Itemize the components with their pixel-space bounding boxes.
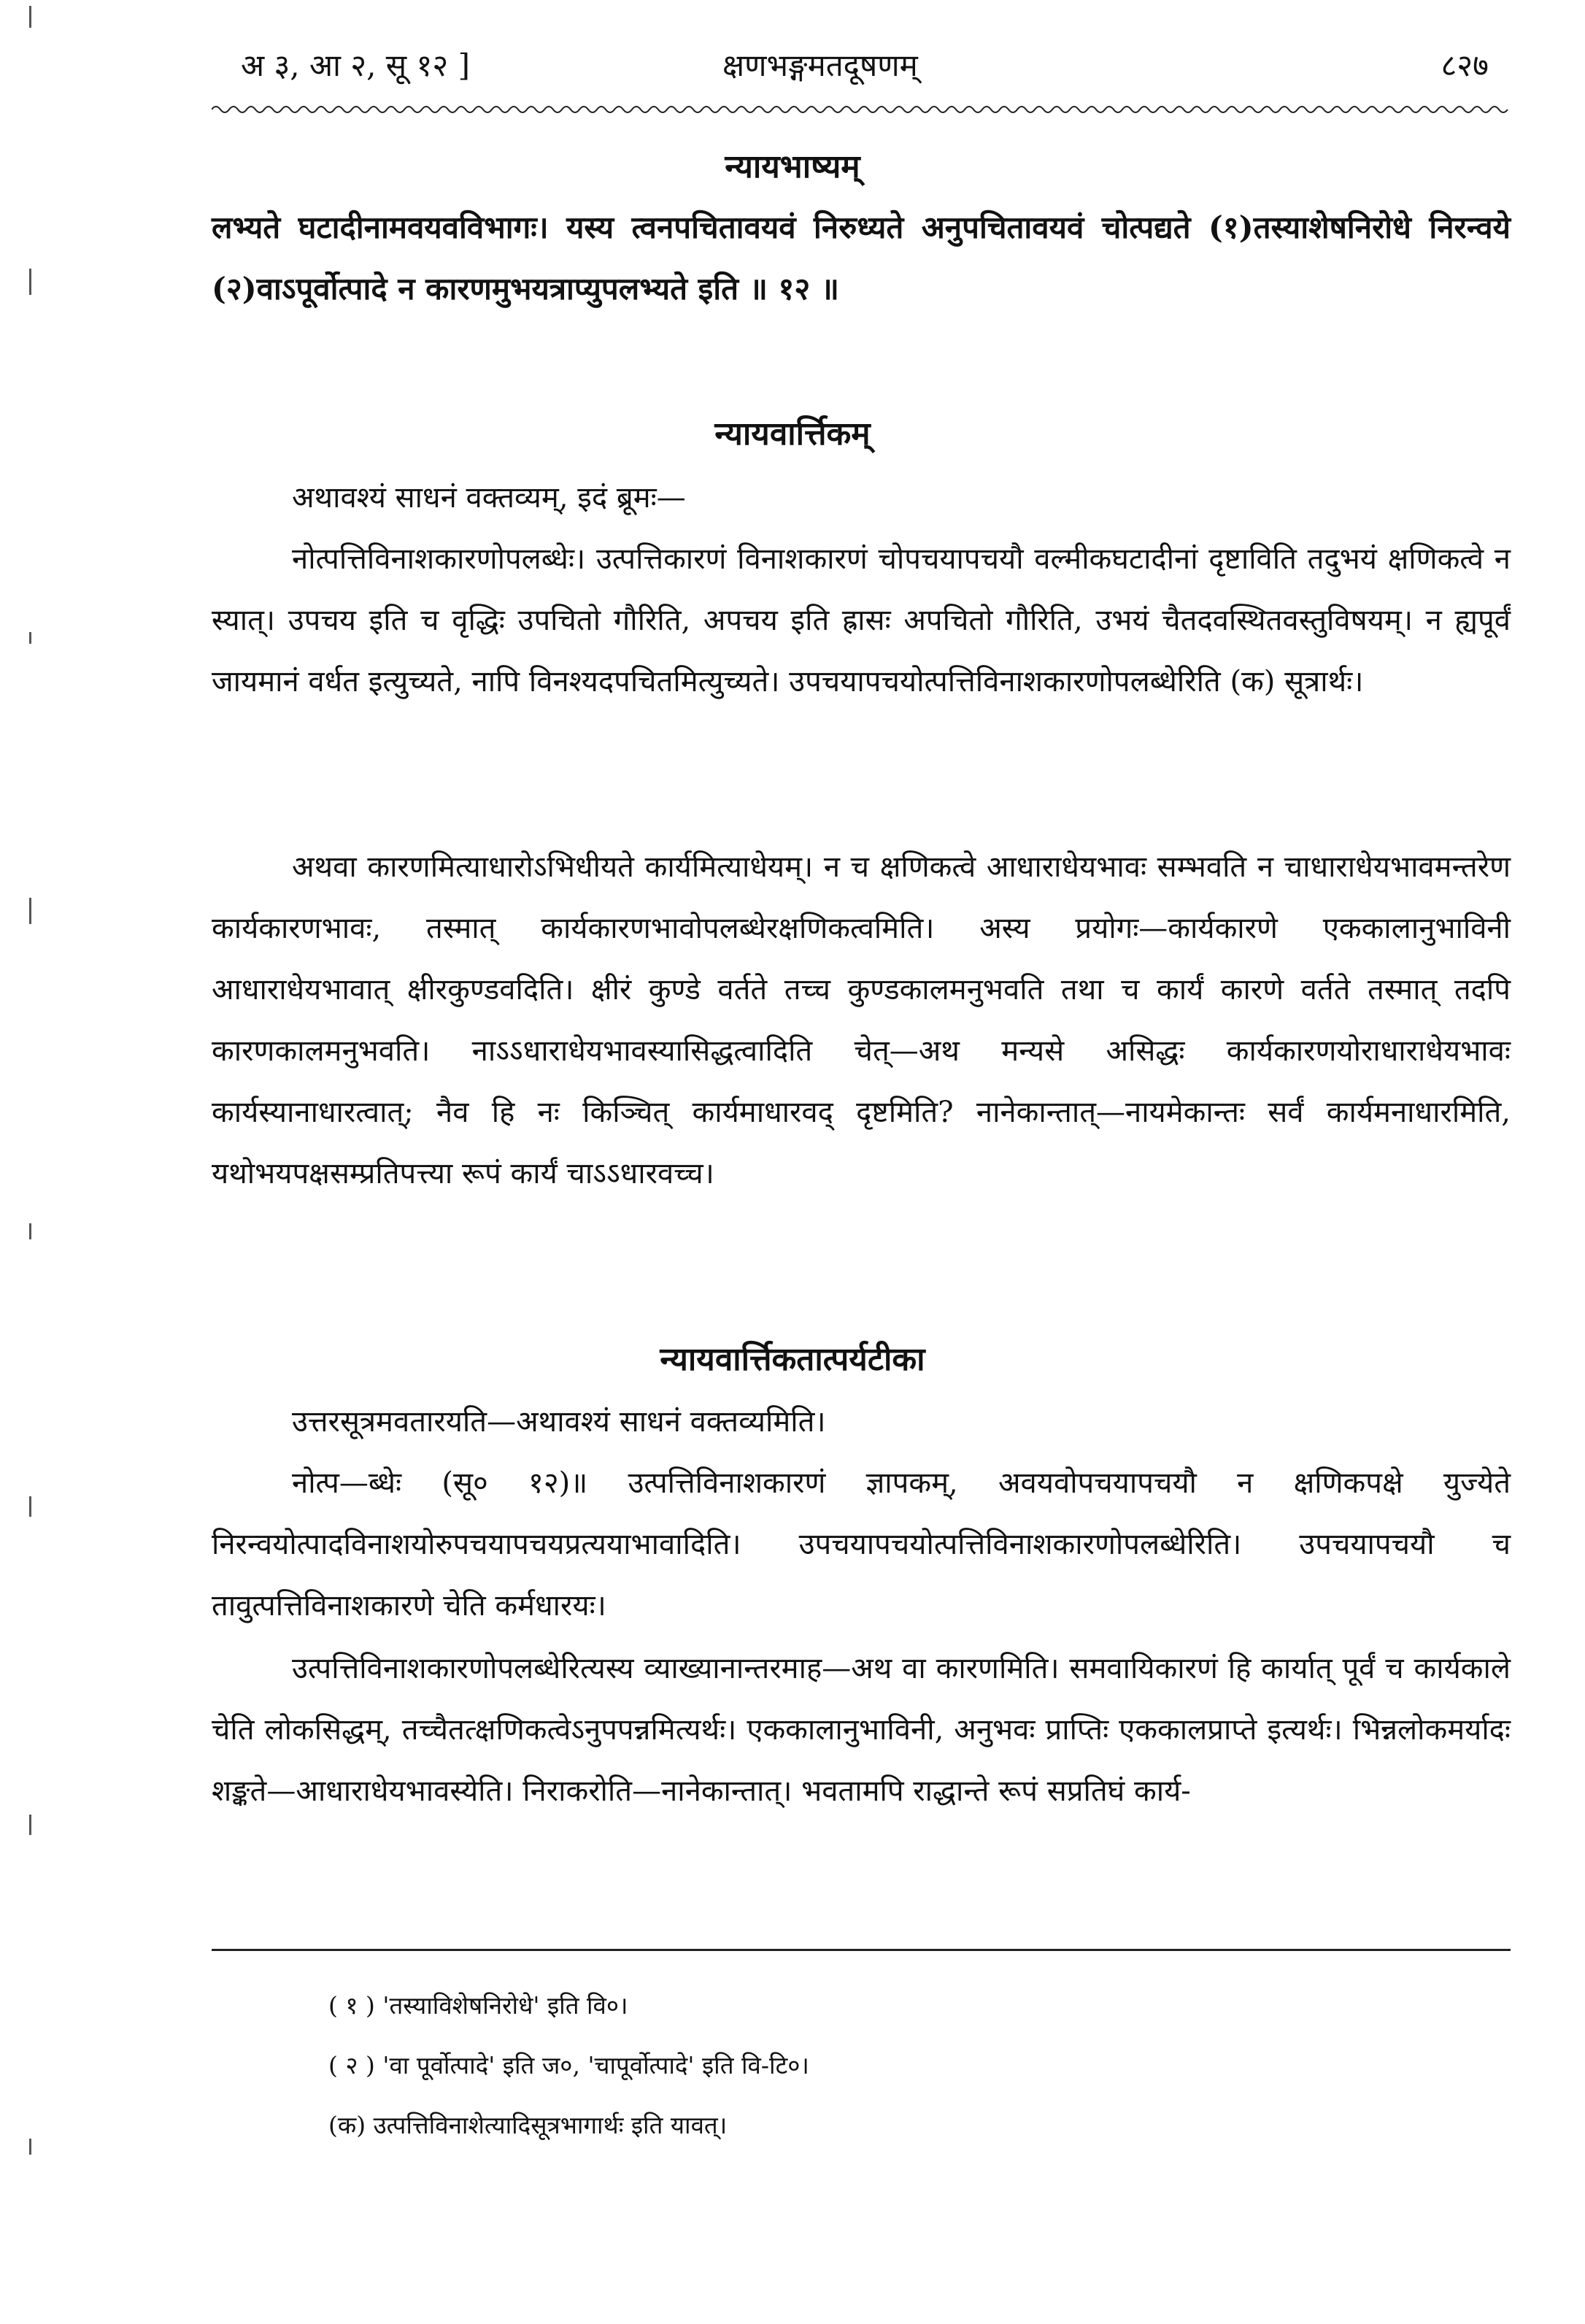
scan-mark: [29, 632, 31, 644]
tika-paragraph-3: उत्पत्तिविनाशकारणोपलब्धेरित्यस्य व्याख्यानान्तरमाह—अथ वा कारणमिति। समवायिकारणं हि कार्यात् पूर्वं च कार्यकाले चेति लोकसिद्धम्, तच्चैतत्क्षणिकत्वेऽनुपपन्नमित्यर्थः। एककालानुभाविनी, अनुभवः प्राप्तिः एककालप्राप्ते इत्यर्थः। भिन्नलोकमर्यादः शङ्कते—आधाराधेयभावस्येति। निराकरोति—नानेकान्तात्। भवतामपि राद्धान्ते रूपं सप्रतिघं कार्य-: [212, 1652, 1511, 1808]
tika-paragraph-1: उत्तरसूत्रमवतारयति—अथावश्यं साधनं वक्तव्यमिति।: [292, 1405, 826, 1439]
sutra-reference: अ ३, आ २, सू १२ ]: [241, 47, 470, 83]
bhashya-text: लभ्यते घटादीनामवयवविभागः। यस्य त्वनपचितावयवं निरुध्यते अनुपचितावयवं चोत्पद्यते (१)तस्याशेषनिरोधे निरन्वये (२)वाऽपूर्वोत्पादे न कारणमुभयत्राप्युपलभ्यते इति ॥ १२ ॥: [212, 209, 1511, 307]
vartika-paragraph-3: अथवा कारणमित्याधारोऽभिधीयते कार्यमित्याधेयम्। न च क्षणिकत्वे आधाराधेयभावः सम्भवति न चाधाराधेयभावमन्तरेण कार्यकारणभावः, तस्मात् कार्यकारणभावोपलब्धेरक्षणिकत्वमिति। अस्य प्रयोगः—कार्यकारणे एककालानुभाविनी आधाराधेयभावात् क्षीरकुण्डवदिति। क्षीरं कुण्डे वर्तते तच्च कुण्डकालमनुभवति तथा च कार्यं कारणे वर्तते तस्मात् तदपि कारणकालमनुभवति। नाऽऽधाराधेयभावस्यासिद्धत्वादिति चेत्—अथ मन्यसे असिद्धः कार्यकारणयोराधाराधेयभावः कार्यस्यानाधारत्वात्; नैव हि नः किञ्चित् कार्यमाधारवद् दृष्टमिति? नानेकान्तात्—नायमेकान्तः सर्वं कार्यमनाधारमिति, यथोभयपक्षसम्प्रतिपत्त्या रूपं कार्यं चाऽऽधारवच्च।: [212, 850, 1511, 1190]
scan-mark: [29, 269, 31, 295]
tika-paragraph-2: नोत्प—ब्धेः (सू० १२)॥ उत्पत्तिविनाशकारणं ज्ञापकम्, अवयवोपचयापचयौ न क्षणिकपक्षे युज्येते निरन्वयोत्पादविनाशयोरुपचयापचयप्रत्ययाभावादिति। उपचयापचयोत्पत्तिविनाशकारणोपलब्धेरिति। उपचयापचयौ च तावुत्पत्तिविनाशकारणे चेति कर्मधारयः।: [212, 1466, 1511, 1623]
footnote-3: (क) उत्पत्तिविनाशेत्यादिसूत्रभागार्थः इति यावत्।: [328, 2111, 728, 2139]
section-title-tika: न्यायवार्त्तिकतात्पर्यटीका: [660, 1341, 925, 1378]
scan-mark: [29, 1223, 31, 1239]
scan-mark: [29, 1815, 31, 1835]
wavy-rule: [212, 104, 1511, 115]
vartika-paragraph-2: नोत्पत्तिविनाशकारणोपलब्धेः। उत्पत्तिकारणं विनाशकारणं चोपचयापचयौ वल्मीकघटादीनां दृष्टाविति तदुभयं क्षणिकत्वे न स्यात्। उपचय इति च वृद्धिः उपचितो गौरिति, अपचय इति ह्रासः अपचितो गौरिति, उभयं चैतदवस्थितवस्तुविषयम्। न ह्यपूर्वं जायमानं वर्धत इत्युच्यते, नापि विनश्यदपचितमित्युच्यते। उपचयापचयोत्पत्तिविनाशकारणोपलब्धेरिति (क) सूत्रार्थः।: [212, 542, 1511, 699]
page-number: ८२७: [1441, 47, 1489, 83]
scan-mark: [29, 898, 31, 924]
section-title-bhashya: न्यायभाष्यम्: [725, 148, 860, 185]
footnote-1: ( १ ) 'तस्याविशेषनिरोधे' इति वि०।: [328, 1991, 628, 2020]
footnote-2: ( २ ) 'वा पूर्वोत्पादे' इति ज०, 'चापूर्वोत्पादे' इति वि-टि०।: [328, 2051, 809, 2079]
scan-mark: [29, 1496, 31, 1517]
running-header: [212, 38, 1511, 96]
scan-mark: [29, 2139, 31, 2155]
header-title: क्षणभङ्गमतदूषणम्: [722, 47, 918, 83]
footnote-rule: [212, 1949, 1511, 1951]
section-title-vartika: न्यायवार्त्तिकम्: [714, 415, 871, 453]
vartika-paragraph-1: अथावश्यं साधनं वक्तव्यम्, इदं ब्रूमः—: [292, 481, 686, 515]
scan-mark: [29, 6, 31, 28]
